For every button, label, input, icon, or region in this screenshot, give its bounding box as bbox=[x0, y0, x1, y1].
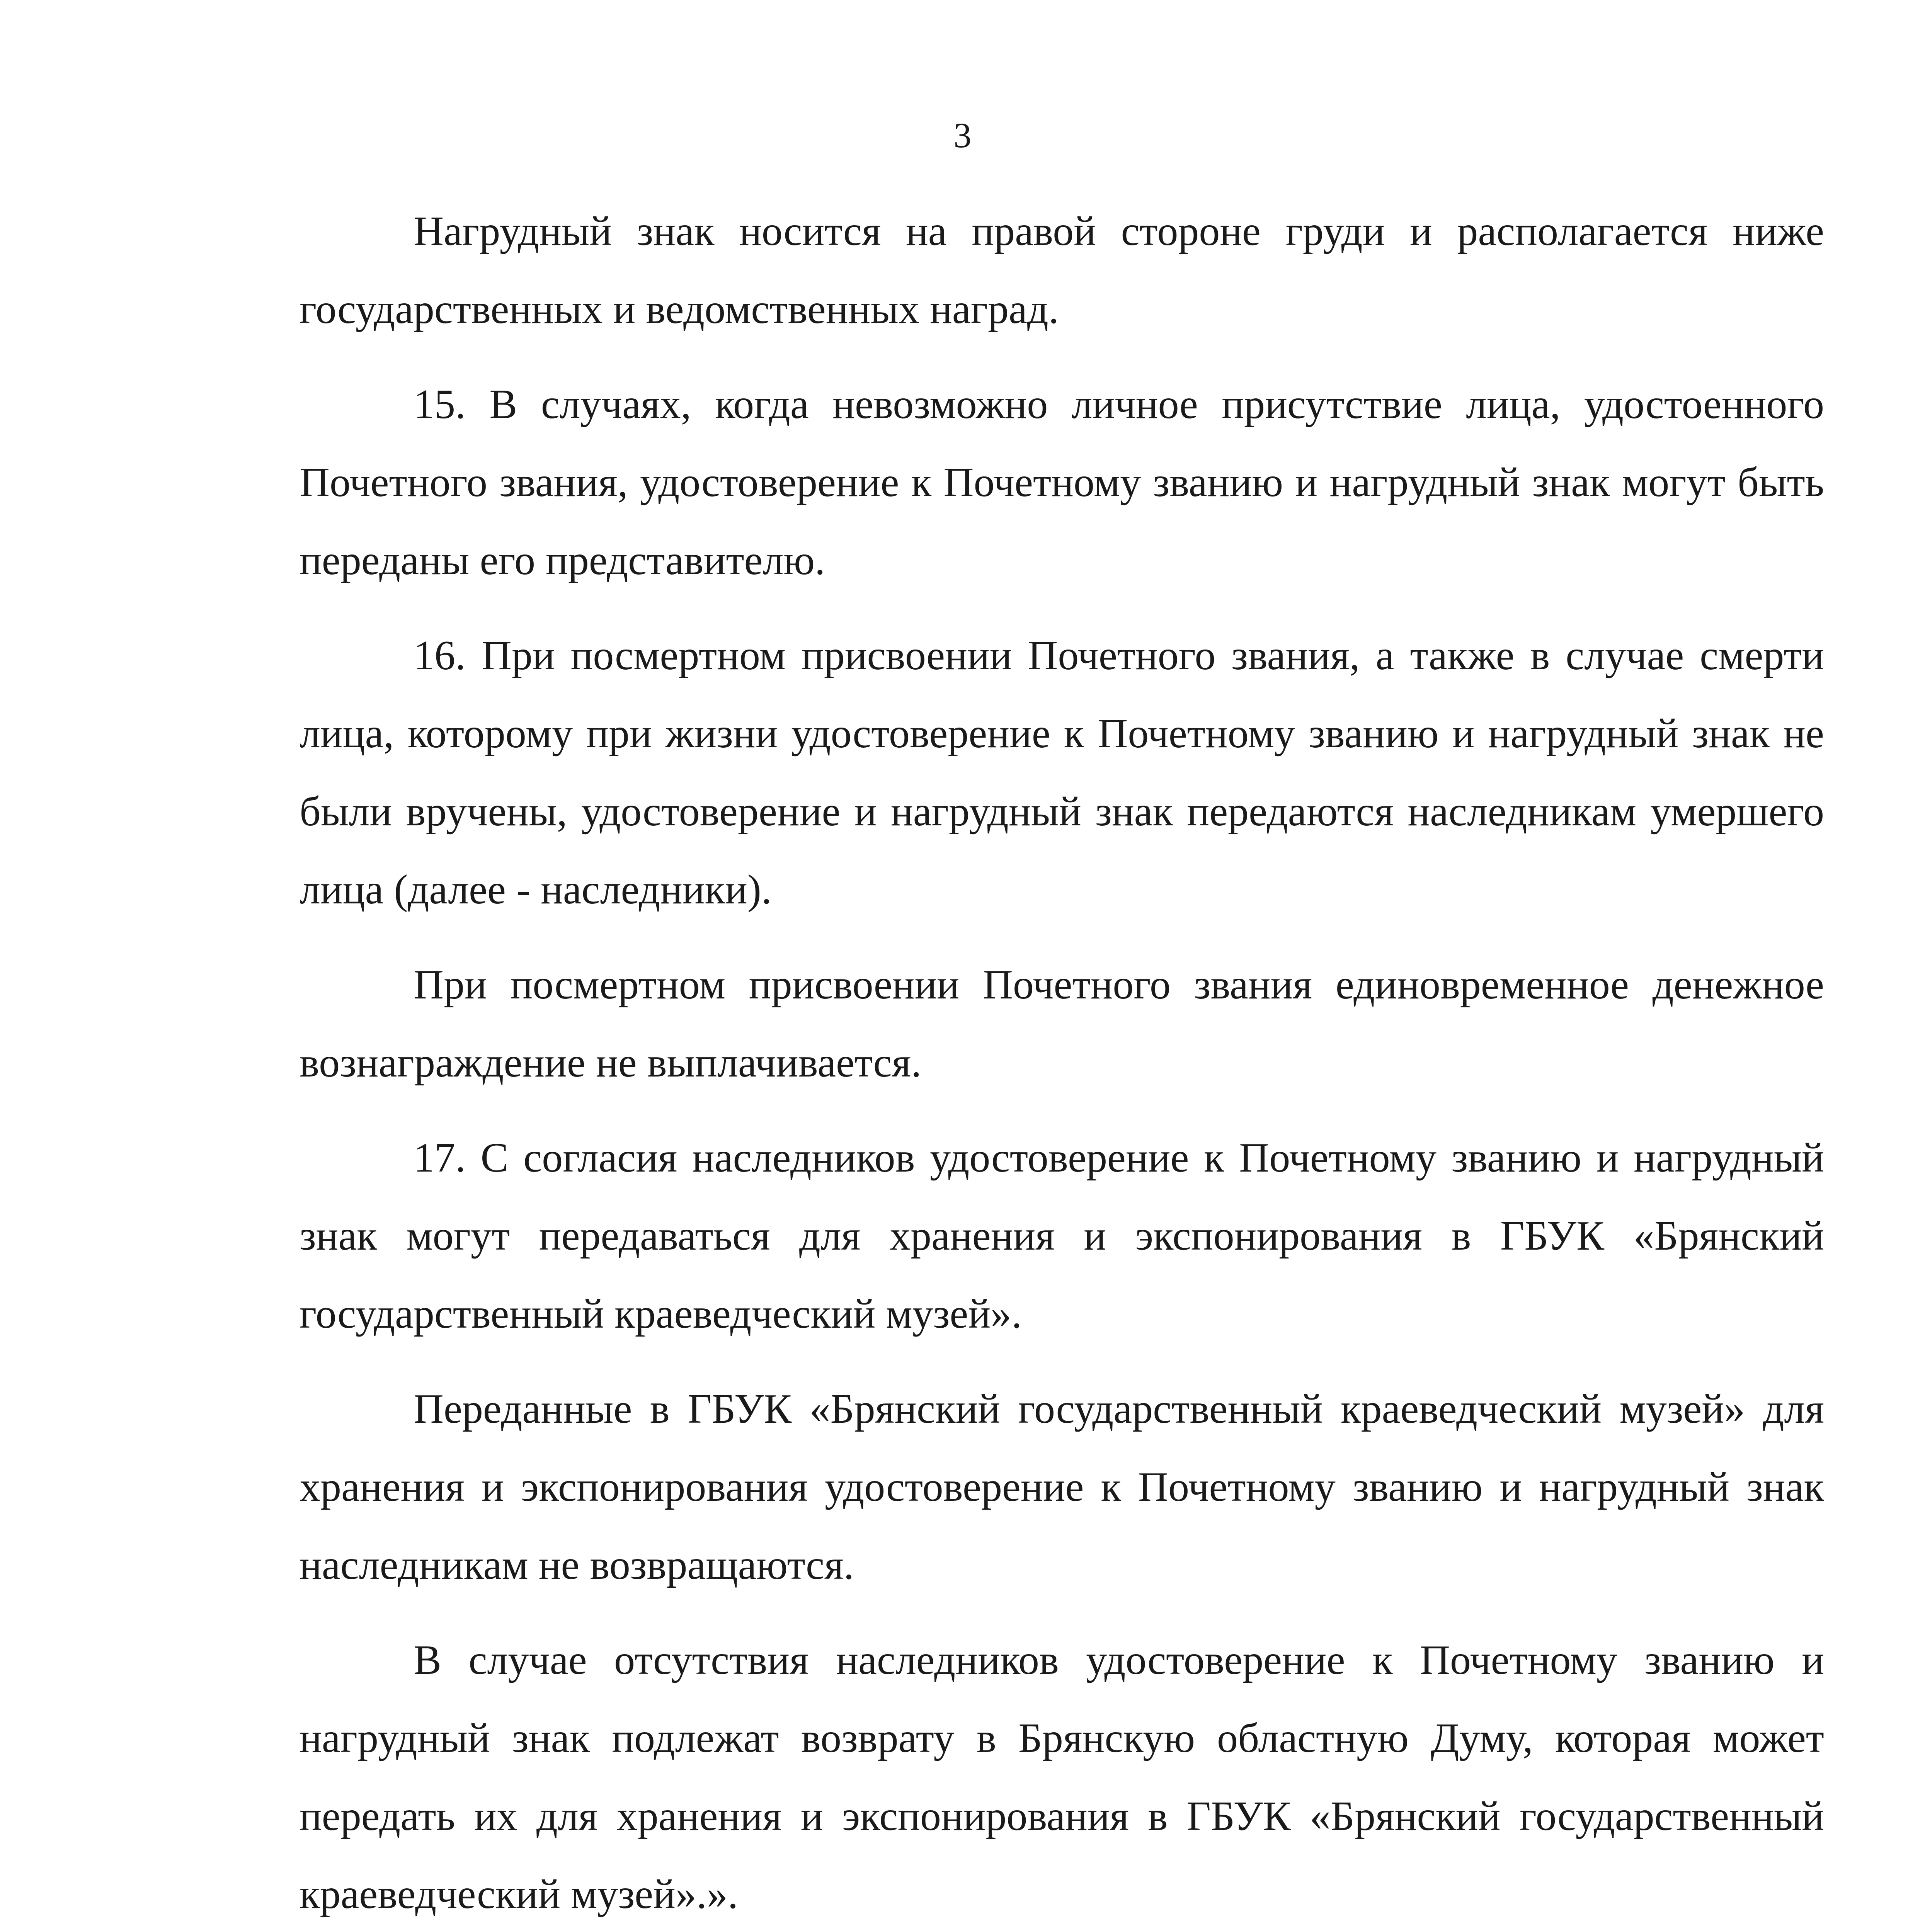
paragraph-item-15: 15. В случаях, когда невозможно личное присутствие лица, удостоенного Почетного звания, удостоверение к Почетному званию и нагрудный знак могут быть переданы его представителю. bbox=[300, 381, 1824, 583]
paragraph-posthumous-payment: При посмертном присвоении Почетного звания единовременное денежное вознаграждение не выплачивается. bbox=[300, 962, 1824, 1086]
paragraph-item-17: 17. С согласия наследников удостоверение к Почетному званию и нагрудный знак могут передаваться для хранения и экспонирования в ГБУК «Брянский государственный краеведческий музей». bbox=[300, 1135, 1824, 1337]
page-number: 3 bbox=[953, 116, 972, 155]
document-body bbox=[300, 192, 1824, 1932]
paragraph-badge-wearing: Нагрудный знак носится на правой стороне груди и располагается ниже государственных и ведомственных наград. bbox=[300, 208, 1824, 332]
paragraph-museum-transfer: Переданные в ГБУК «Брянский государственный краеведческий музей» для хранения и экспонирования удостоверение к Почетному званию и нагрудный знак наследникам не возвращаются. bbox=[300, 1386, 1824, 1588]
paragraph-item-16: 16. При посмертном присвоении Почетного звания, а также в случае смерти лица, которому при жизни удостоверение к Почетному званию и нагрудный знак не были вручены, удостоверение и нагрудный знак передаются наследникам умершего лица (далее - наследники). bbox=[300, 633, 1824, 913]
paragraph-no-heirs: В случае отсутствия наследников удостоверение к Почетному званию и нагрудный знак подлежат возврату в Брянскую областную Думу, которая может передать их для хранения и экспонирования в ГБУК «Брянский государственный краеведческий музей».». bbox=[300, 1637, 1824, 1917]
